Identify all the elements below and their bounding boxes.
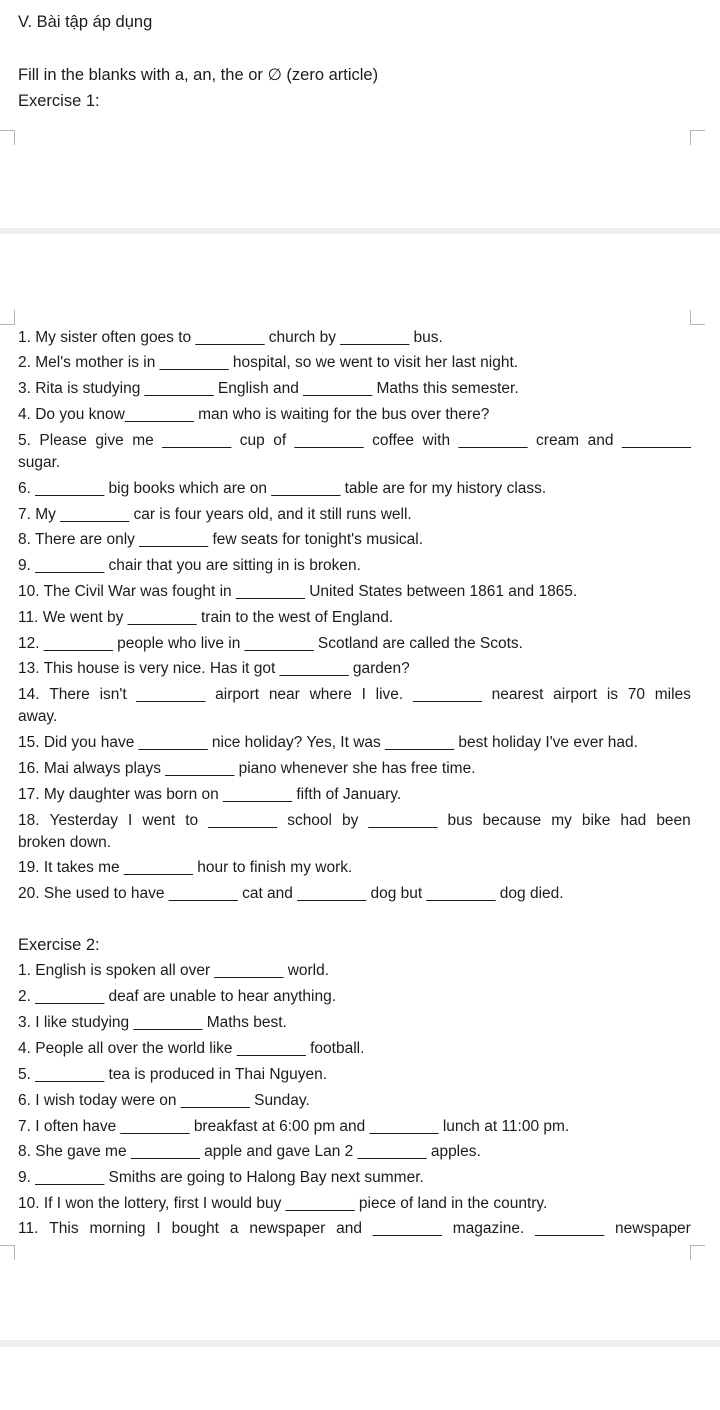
ex1-item-11: 11. We went by ________ train to the west of England. [18,609,394,626]
ex1-item-16: 16. Mai always plays ________ piano whenever she has free time. [18,760,476,777]
ex1-item-13: 13. This house is very nice. Has it got ________ garden? [18,660,410,677]
section-title: V. Bài tập áp dụng [18,13,153,31]
ex2-item-7: 7. I often have ________ breakfast at 6:00 pm and ________ lunch at 11:00 pm. [18,1118,570,1135]
ex1-item-14: 14. There isn't ________ airport near where I live. ________ nearest airport is 70 miles [18,686,691,703]
ex1-item-20: 20. She used to have ________ cat and ________ dog but ________ dog died. [18,885,564,902]
ex1-item-18-cont: broken down. [18,834,112,851]
ex2-item-8: 8. She gave me ________ apple and gave Lan 2 ________ apples. [18,1143,481,1160]
ex2-item-1: 1. English is spoken all over ________ world. [18,962,330,979]
ex2-item-6: 6. I wish today were on ________ Sunday. [18,1092,310,1109]
ex2-item-2: 2. ________ deaf are unable to hear anything. [18,988,337,1005]
ex1-item-5-cont: sugar. [18,454,61,471]
instruction-text: Fill in the blanks with a, an, the or ∅ (zero article) [18,66,379,84]
crop-mark-bottom-right-1 [690,310,705,325]
ex1-item-2: 2. Mel's mother is in ________ hospital, so we went to visit her last night. [18,354,519,371]
ex2-item-3: 3. I like studying ________ Maths best. [18,1014,287,1031]
crop-mark-top-right-1 [690,130,705,145]
ex1-item-7: 7. My ________ car is four years old, and it still runs well. [18,506,412,523]
ex1-item-10: 10. The Civil War was fought in ________ United States between 1861 and 1865. [18,583,578,600]
ex1-item-14-cont: away. [18,708,58,725]
ex1-item-4: 4. Do you know________ man who is waiting for the bus over there? [18,406,490,423]
ex2-item-4: 4. People all over the world like ________ football. [18,1040,365,1057]
ex2-item-10: 10. If I won the lottery, first I would buy ________ piece of land in the country. [18,1195,548,1212]
page-break-2 [0,1340,720,1347]
ex1-item-9: 9. ________ chair that you are sitting in is broken. [18,557,361,574]
ex1-item-3: 3. Rita is studying ________ English and ________ Maths this semester. [18,380,519,397]
crop-mark-top-left-1 [0,130,15,145]
ex2-item-9: 9. ________ Smiths are going to Halong Bay next summer. [18,1169,424,1186]
page-break-1 [0,228,720,234]
ex1-item-6: 6. ________ big books which are on ________ table are for my history class. [18,480,547,497]
ex1-item-5: 5. Please give me ________ cup of ________ coffee with ________ cream and ________ [18,432,691,449]
ex1-item-12: 12. ________ people who live in ________ Scotland are called the Scots. [18,635,523,652]
crop-mark-top-left-2 [0,1245,15,1260]
ex2-item-11: 11. This morning I bought a newspaper and ________ magazine. ________ newspaper [18,1220,691,1237]
ex2-item-5: 5. ________ tea is produced in Thai Nguyen. [18,1066,328,1083]
ex1-item-15: 15. Did you have ________ nice holiday? Yes, It was ________ best holiday I've ever had. [18,734,638,751]
exercise-2-title: Exercise 2: [18,936,100,954]
ex1-item-18: 18. Yesterday I went to ________ school by ________ bus because my bike had been [18,812,691,829]
crop-mark-top-right-2 [690,1245,705,1260]
ex1-item-17: 17. My daughter was born on ________ fifth of January. [18,786,402,803]
ex1-item-8: 8. There are only ________ few seats for tonight's musical. [18,531,424,548]
ex1-item-19: 19. It takes me ________ hour to finish my work. [18,859,353,876]
crop-mark-bottom-left-1 [0,310,15,325]
exercise-1-title: Exercise 1: [18,92,100,110]
ex1-item-1: 1. My sister often goes to ________ church by ________ bus. [18,329,443,346]
